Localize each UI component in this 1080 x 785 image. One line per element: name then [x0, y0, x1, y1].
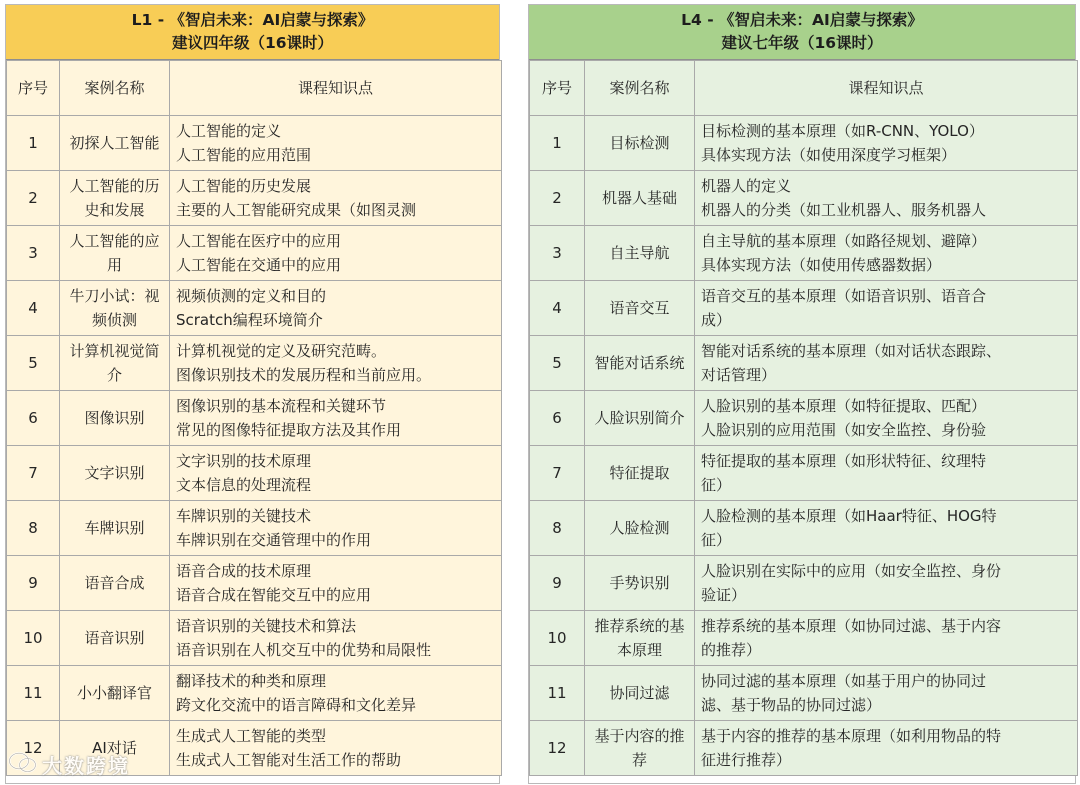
knowledge-point-line: 征）: [701, 476, 732, 494]
table-row: [7, 556, 502, 611]
column-header-points: 课程知识点: [695, 61, 1078, 116]
case-name: 人脸检测: [585, 501, 695, 556]
case-name: AI对话: [60, 721, 170, 776]
table-row: [7, 281, 502, 336]
row-number: 2: [7, 171, 60, 226]
table-row: [530, 666, 1078, 721]
knowledge-points: [170, 721, 502, 776]
knowledge-point-line: 图像识别技术的发展历程和当前应用。: [176, 366, 432, 384]
right-course-table: [529, 60, 1078, 776]
knowledge-points: [695, 116, 1078, 171]
table-row: [530, 171, 1078, 226]
knowledge-point-line: 征）: [701, 531, 732, 549]
knowledge-point-line: 滤、基于物品的协同过滤）: [701, 696, 882, 714]
left-course-title: L1 - 《智启未来：AI启蒙与探索》: [131, 11, 374, 29]
table-row: [530, 721, 1078, 776]
case-name: 语音识别: [60, 611, 170, 666]
knowledge-point-line: 图像识别的基本流程和关键环节: [176, 397, 387, 415]
knowledge-point-line: Scratch编程环境简介: [176, 311, 323, 329]
case-name: 计算机视觉简介: [60, 336, 170, 391]
table-row: [7, 391, 502, 446]
row-number: 5: [7, 336, 60, 391]
table-row: [7, 116, 502, 171]
case-name: 初探人工智能: [60, 116, 170, 171]
table-row: [7, 336, 502, 391]
column-header-no: 序号: [530, 61, 585, 116]
knowledge-points: [170, 446, 502, 501]
knowledge-points: [170, 336, 502, 391]
knowledge-point-line: 语音识别在人机交互中的优势和局限性: [176, 641, 432, 659]
case-name: 特征提取: [585, 446, 695, 501]
knowledge-point-line: 目标检测的基本原理（如R-CNN、YOLO）: [701, 122, 984, 140]
row-number: 11: [7, 666, 60, 721]
right-course-header: [529, 5, 1075, 60]
case-name: 语音交互: [585, 281, 695, 336]
right-course-panel: [528, 4, 1076, 784]
case-name: 人工智能的应用: [60, 226, 170, 281]
table-row: [7, 171, 502, 226]
knowledge-points: [170, 611, 502, 666]
left-course-subtitle: 建议四年级（16课时）: [171, 34, 334, 52]
row-number: 6: [530, 391, 585, 446]
knowledge-points: [695, 611, 1078, 666]
knowledge-point-line: 计算机视觉的定义及研究范畴。: [176, 342, 387, 360]
knowledge-point-line: 语音交互的基本原理（如语音识别、语音合: [701, 287, 987, 305]
knowledge-point-line: 推荐系统的基本原理（如协同过滤、基于内容: [701, 617, 1002, 635]
knowledge-point-line: 人工智能的定义: [176, 122, 282, 140]
knowledge-points: [695, 391, 1078, 446]
left-course-header: [6, 5, 499, 60]
row-number: 1: [530, 116, 585, 171]
row-number: 3: [530, 226, 585, 281]
knowledge-point-line: 文字识别的技术原理: [176, 452, 312, 470]
knowledge-points: [170, 501, 502, 556]
row-number: 10: [7, 611, 60, 666]
table-row: [530, 501, 1078, 556]
row-number: 4: [7, 281, 60, 336]
right-table-body: [530, 61, 1078, 776]
knowledge-point-line: 验证）: [701, 586, 747, 604]
knowledge-point-line: 具体实现方法（如使用传感器数据）: [701, 256, 942, 274]
table-row: [530, 226, 1078, 281]
table-row: [530, 116, 1078, 171]
row-number: 12: [7, 721, 60, 776]
knowledge-point-line: 语音识别的关键技术和算法: [176, 617, 357, 635]
right-course-subtitle: 建议七年级（16课时）: [721, 34, 883, 52]
knowledge-points: [170, 171, 502, 226]
knowledge-points: [695, 226, 1078, 281]
knowledge-points: [695, 666, 1078, 721]
knowledge-point-line: 机器人的分类（如工业机器人、服务机器人: [701, 201, 987, 219]
table-row: [530, 556, 1078, 611]
knowledge-point-line: 人工智能的应用范围: [176, 146, 312, 164]
row-number: 4: [530, 281, 585, 336]
knowledge-points: [170, 116, 502, 171]
knowledge-point-line: 人脸识别的基本原理（如特征提取、匹配）: [701, 397, 987, 415]
row-number: 10: [530, 611, 585, 666]
knowledge-point-line: 自主导航的基本原理（如路径规划、避障）: [701, 232, 987, 250]
knowledge-point-line: 基于内容的推荐的基本原理（如利用物品的特: [701, 727, 1002, 745]
knowledge-point-line: 人脸检测的基本原理（如Haar特征、HOG特: [701, 507, 997, 525]
case-name: 机器人基础: [585, 171, 695, 226]
knowledge-point-line: 人工智能在交通中的应用: [176, 256, 342, 274]
left-column-header-row: [7, 61, 502, 116]
column-header-name: 案例名称: [60, 61, 170, 116]
column-header-no: 序号: [7, 61, 60, 116]
knowledge-points: [170, 226, 502, 281]
knowledge-point-line: 翻译技术的种类和原理: [176, 672, 327, 690]
row-number: 12: [530, 721, 585, 776]
knowledge-points: [695, 446, 1078, 501]
row-number: 2: [530, 171, 585, 226]
knowledge-point-line: 生成式人工智能的类型: [176, 727, 327, 745]
case-name: 推荐系统的基本原理: [585, 611, 695, 666]
case-name: 牛刀小试：视频侦测: [60, 281, 170, 336]
knowledge-point-line: 的推荐）: [701, 641, 762, 659]
case-name: 文字识别: [60, 446, 170, 501]
left-course-panel: [5, 4, 500, 784]
knowledge-point-line: 车牌识别在交通管理中的作用: [176, 531, 372, 549]
knowledge-point-line: 协同过滤的基本原理（如基于用户的协同过: [701, 672, 987, 690]
row-number: 7: [530, 446, 585, 501]
left-table-body: [7, 61, 502, 776]
row-number: 7: [7, 446, 60, 501]
knowledge-point-line: 征进行推荐）: [701, 751, 792, 769]
table-row: [530, 281, 1078, 336]
table-row: [7, 501, 502, 556]
knowledge-point-line: 跨文化交流中的语言障碍和文化差异: [176, 696, 417, 714]
knowledge-point-line: 视频侦测的定义和目的: [176, 287, 327, 305]
knowledge-points: [695, 336, 1078, 391]
knowledge-points: [170, 281, 502, 336]
knowledge-point-line: 车牌识别的关键技术: [176, 507, 312, 525]
case-name: 手势识别: [585, 556, 695, 611]
table-row: [7, 446, 502, 501]
knowledge-points: [695, 556, 1078, 611]
table-row: [7, 721, 502, 776]
knowledge-point-line: 人脸识别的应用范围（如安全监控、身份验: [701, 421, 987, 439]
row-number: 6: [7, 391, 60, 446]
knowledge-point-line: 语音合成的技术原理: [176, 562, 312, 580]
row-number: 3: [7, 226, 60, 281]
left-course-table: [6, 60, 502, 776]
right-column-header-row: [530, 61, 1078, 116]
column-header-name: 案例名称: [585, 61, 695, 116]
knowledge-point-line: 成）: [701, 311, 732, 329]
knowledge-point-line: 人工智能的历史发展: [176, 177, 312, 195]
case-name: 小小翻译官: [60, 666, 170, 721]
row-number: 9: [7, 556, 60, 611]
knowledge-points: [695, 171, 1078, 226]
watermark-text: 大数跨境: [42, 754, 130, 778]
table-row: [530, 611, 1078, 666]
table-row: [7, 226, 502, 281]
knowledge-point-line: 特征提取的基本原理（如形状特征、纹理特: [701, 452, 987, 470]
row-number: 8: [7, 501, 60, 556]
row-number: 1: [7, 116, 60, 171]
knowledge-point-line: 文本信息的处理流程: [176, 476, 312, 494]
knowledge-points: [695, 281, 1078, 336]
table-row: [530, 446, 1078, 501]
case-name: 图像识别: [60, 391, 170, 446]
knowledge-points: [695, 721, 1078, 776]
case-name: 车牌识别: [60, 501, 170, 556]
case-name: 人工智能的历史和发展: [60, 171, 170, 226]
row-number: 5: [530, 336, 585, 391]
case-name: 智能对话系统: [585, 336, 695, 391]
table-row: [530, 336, 1078, 391]
knowledge-point-line: 对话管理）: [701, 366, 777, 384]
case-name: 自主导航: [585, 226, 695, 281]
right-course-title: L4 - 《智启未来：AI启蒙与探索》: [681, 11, 923, 29]
case-name: 基于内容的推荐: [585, 721, 695, 776]
knowledge-point-line: 人工智能在医疗中的应用: [176, 232, 342, 250]
table-row: [7, 611, 502, 666]
knowledge-point-line: 机器人的定义: [701, 177, 792, 195]
knowledge-point-line: 人脸识别在实际中的应用（如安全监控、身份: [701, 562, 1002, 580]
knowledge-point-line: 具体实现方法（如使用深度学习框架）: [701, 146, 957, 164]
case-name: 协同过滤: [585, 666, 695, 721]
case-name: 人脸识别简介: [585, 391, 695, 446]
knowledge-points: [695, 501, 1078, 556]
knowledge-points: [170, 666, 502, 721]
knowledge-point-line: 常见的图像特征提取方法及其作用: [176, 421, 402, 439]
table-row: [530, 391, 1078, 446]
knowledge-points: [170, 556, 502, 611]
knowledge-point-line: 语音合成在智能交互中的应用: [176, 586, 372, 604]
case-name: 语音合成: [60, 556, 170, 611]
table-row: [7, 666, 502, 721]
row-number: 11: [530, 666, 585, 721]
knowledge-points: [170, 391, 502, 446]
knowledge-point-line: 智能对话系统的基本原理（如对话状态跟踪、: [701, 342, 1002, 360]
knowledge-point-line: 生成式人工智能对生活工作的帮助: [176, 751, 402, 769]
row-number: 9: [530, 556, 585, 611]
row-number: 8: [530, 501, 585, 556]
column-header-points: 课程知识点: [170, 61, 502, 116]
knowledge-point-line: 主要的人工智能研究成果（如图灵测: [176, 201, 417, 219]
case-name: 目标检测: [585, 116, 695, 171]
